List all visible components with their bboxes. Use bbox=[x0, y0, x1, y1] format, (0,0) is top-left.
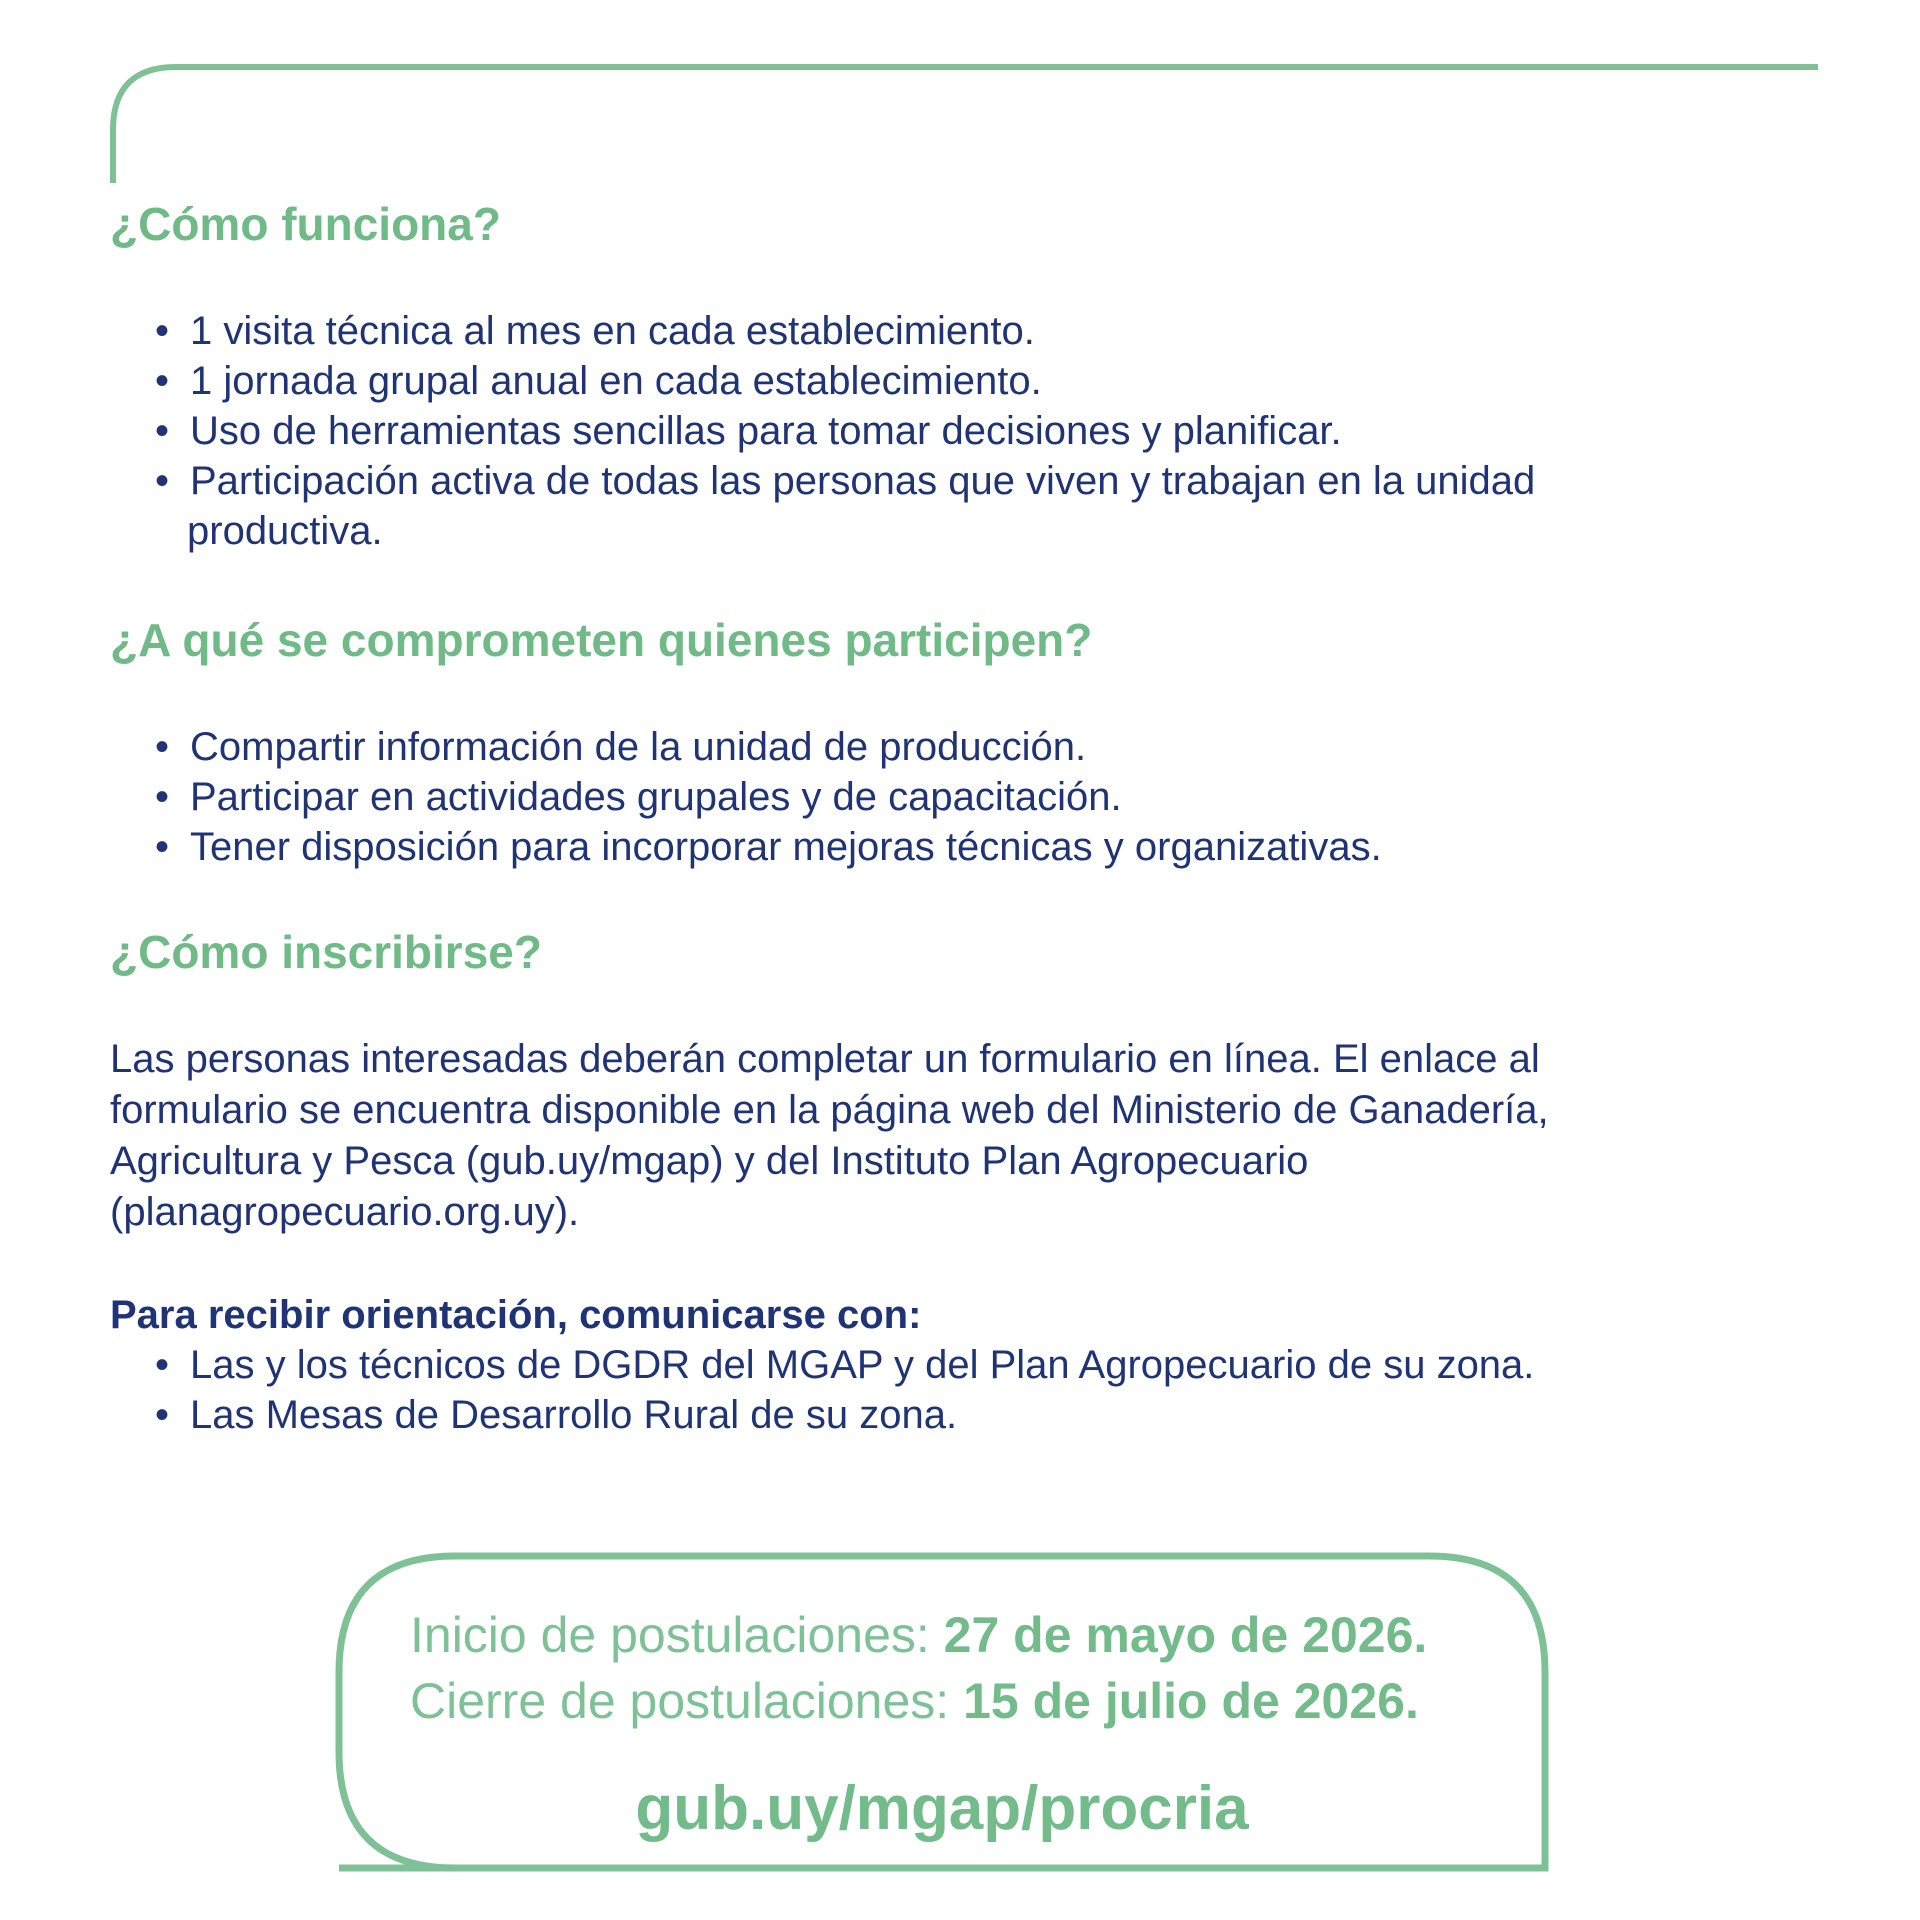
commitments-list bbox=[155, 722, 1382, 872]
list-item: • Participar en actividades grupales y de capacitación. bbox=[155, 772, 1382, 822]
bullet-icon: • bbox=[155, 1393, 170, 1437]
list-item: • Las y los técnicos de DGDR del MGAP y del Plan Agropecuario de su zona. bbox=[155, 1340, 1534, 1390]
section-heading-commitments: ¿A qué se comprometen quienes participen? bbox=[110, 614, 1093, 666]
how-it-works-list bbox=[155, 306, 1535, 556]
procria-url: gub.uy/mgap/procria bbox=[635, 1774, 1249, 1843]
bullet-icon: • bbox=[155, 359, 170, 403]
start-date-value: 27 de mayo de 2026. bbox=[943, 1607, 1428, 1663]
bullet-icon: • bbox=[155, 409, 170, 453]
section-heading-how-it-works: ¿Cómo funciona? bbox=[110, 198, 501, 250]
list-item-continuation: productiva. bbox=[187, 509, 383, 553]
list-item: • Las Mesas de Desarrollo Rural de su zona. bbox=[155, 1390, 1534, 1440]
guidance-list bbox=[155, 1340, 1534, 1440]
top-frame-line bbox=[0, 0, 1920, 200]
end-date-line: Cierre de postulaciones: 15 de julio de 2026. bbox=[410, 1673, 1419, 1729]
list-item: • Uso de herramientas sencillas para tomar decisiones y planificar. bbox=[155, 406, 1535, 456]
bullet-icon: • bbox=[155, 775, 170, 819]
list-item: • Tener disposición para incorporar mejoras técnicas y organizativas. bbox=[155, 822, 1382, 872]
end-date-value: 15 de julio de 2026. bbox=[963, 1673, 1419, 1729]
bullet-icon: • bbox=[155, 1343, 170, 1387]
start-date-line: Inicio de postulaciones: 27 de mayo de 2026. bbox=[410, 1607, 1428, 1663]
list-item: • Participación activa de todas las personas que viven y trabajan en la unidad bbox=[155, 456, 1535, 506]
guidance-title: Para recibir orientación, comunicarse con: bbox=[110, 1293, 922, 1337]
registration-paragraph: Las personas interesadas deberán completar un formulario en línea. El enlace al formulario se encuentra disponible en la página web del Ministerio de Ganadería, Agricultura y Pesca (gub.uy/mgap) y del Instituto Plan Agropecuario (planagropecuario.org.uy). bbox=[110, 1037, 1549, 1234]
bullet-icon: • bbox=[155, 725, 170, 769]
list-item: • 1 jornada grupal anual en cada establecimiento. bbox=[155, 356, 1535, 406]
section-heading-registration: ¿Cómo inscribirse? bbox=[110, 926, 542, 978]
list-item: • Compartir información de la unidad de producción. bbox=[155, 722, 1382, 772]
bullet-icon: • bbox=[155, 309, 170, 353]
bullet-icon: • bbox=[155, 459, 170, 503]
bullet-icon: • bbox=[155, 825, 170, 869]
list-item: • 1 visita técnica al mes en cada establecimiento. bbox=[155, 306, 1535, 356]
